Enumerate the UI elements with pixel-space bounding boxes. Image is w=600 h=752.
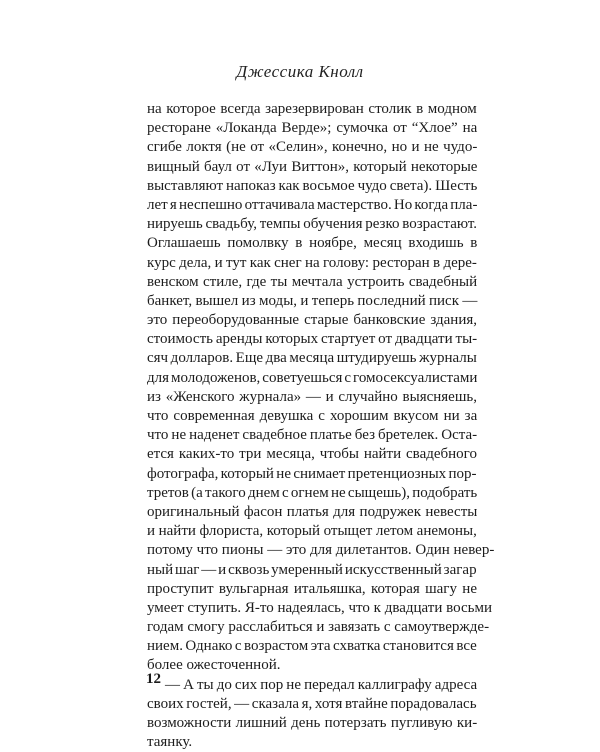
- text-line: что современная девушка с хорошим вкусом ни за: [147, 408, 478, 424]
- text-line: своих гостей, — сказала я, хотя втайне порадовалась: [147, 695, 477, 712]
- text-line: нием. Однако с возрастом эта схватка становится все: [147, 638, 477, 655]
- text-line: курс дела, и тут как снег на голову: ресторан в дере-: [147, 254, 477, 271]
- text-line: и найти флориста, который отыщет летом анемоны,: [147, 523, 477, 540]
- text-line: нируешь свадьбу, темпы обучения резко возрастают.: [147, 216, 478, 233]
- text-line: ется каких-то три месяца, чтобы найти свадебного: [147, 446, 477, 463]
- text-line: банкет, вышел из моды, и теперь последний писк —: [147, 292, 478, 309]
- text-line: это переоборудованные старые банковские здания,: [147, 312, 477, 329]
- text-line: стоимость аренды которых стартует от двадцати ты-: [147, 331, 478, 348]
- text-line: умеет ступить. Я-то надеялась, что к двадцати восьми: [147, 599, 492, 616]
- text-line: возможности лишний день потерзать пугливую ки-: [147, 715, 478, 731]
- text-line: годам смогу расслабиться и завязать с самоутвержде-: [147, 619, 490, 636]
- running-head: Джессика Кнолл: [236, 62, 364, 81]
- text-line: лет я неспешно оттачивала мастерство. Но когда пла-: [147, 196, 478, 213]
- text-line: сгибе локтя (не от «Селин», конечно, но и не чудо-: [147, 139, 478, 156]
- text-line: на которое всегда зарезервирован столик в модном: [147, 101, 477, 117]
- text-line: вищный баул от «Луи Виттон», который некоторые: [147, 158, 478, 175]
- text-line: Оглашаешь помолвку в ноябре, месяц входишь в: [147, 235, 478, 252]
- text-line: оригинальный фасон платья для подружек невесты: [147, 503, 478, 520]
- text-line: проступит вульгарная итальяшка, которая шагу не: [147, 580, 477, 597]
- body-text: [147, 100, 495, 752]
- text-line: третов (а такого днем с огнем не сыщешь), подобрать: [147, 484, 478, 501]
- text-line: ный шаг — и сквозь умеренный искусственный загар: [147, 561, 477, 578]
- text-line: таянку.: [147, 734, 193, 751]
- text-line: более ожесточенной.: [147, 657, 281, 674]
- text-line: — А ты до сих пор не передал каллиграфу адреса: [165, 676, 478, 693]
- text-line: что не наденет свадебное платье без бретелек. Оста-: [147, 427, 478, 444]
- text-line: для молодоженов, советуешься с гомосексуалистами: [147, 369, 478, 386]
- text-line: сяч долларов. Еще два месяца штудируешь журналы: [147, 350, 477, 367]
- text-line: из «Женского журнала» — и случайно выясняешь,: [147, 388, 477, 405]
- text-line: венском стиле, где ты мечтала устроить свадебный: [147, 273, 478, 290]
- page-number: 12: [146, 671, 161, 687]
- text-line: потому что пионы — это для дилетантов. Один невер-: [147, 542, 495, 559]
- text-line: фотографа, который не снимает претенциозных пор-: [147, 465, 477, 482]
- text-line: выставляют напоказ как восьмое чудо света). Шесть: [147, 177, 478, 194]
- text-line: ресторане «Локанда Верде»; сумочка от “Хлое” на: [147, 120, 478, 137]
